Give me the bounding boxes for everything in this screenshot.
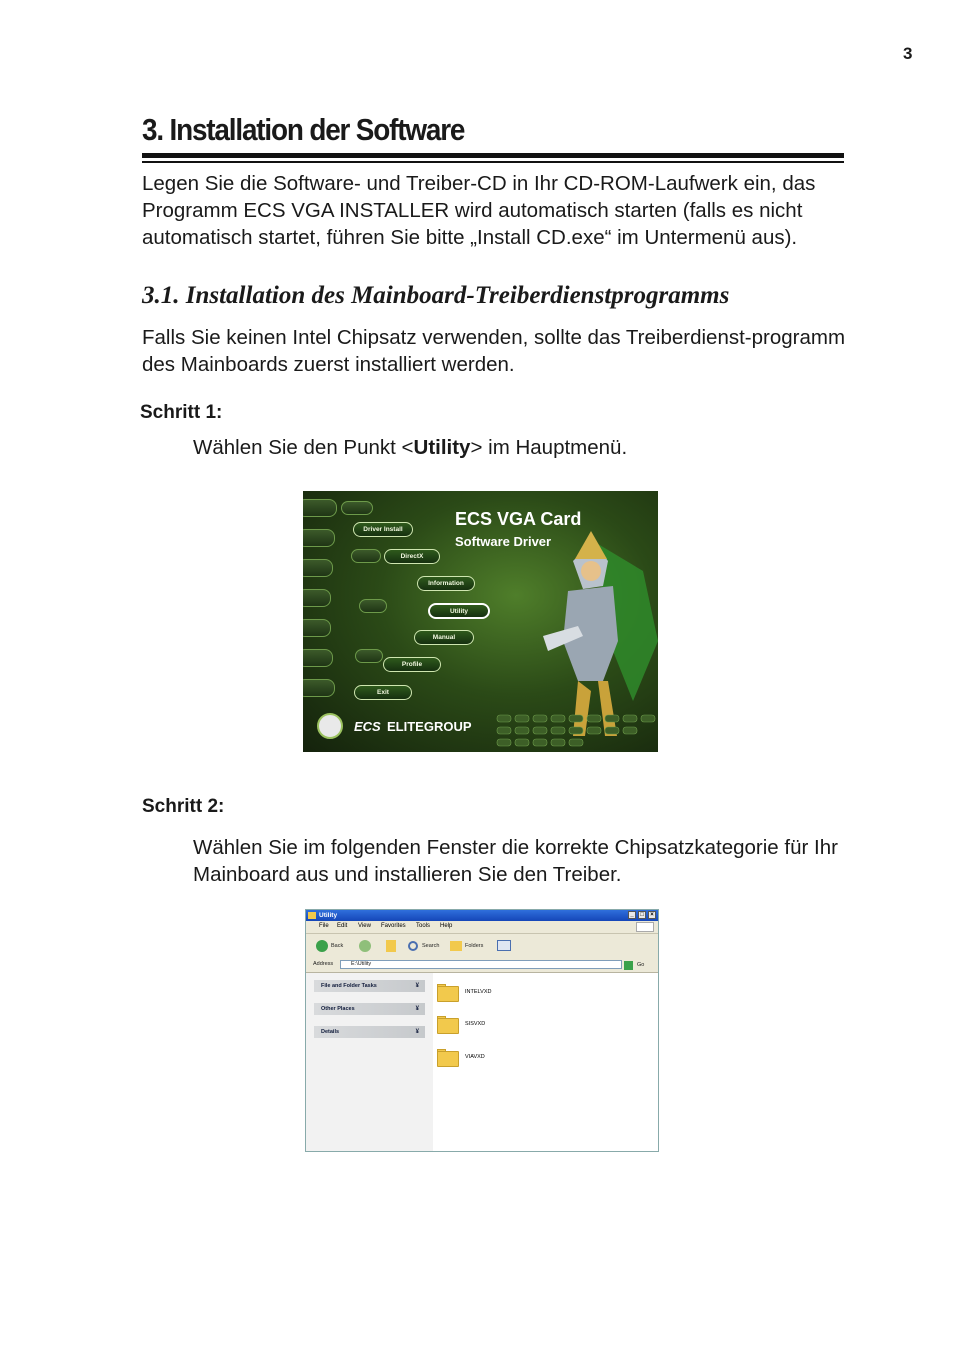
deco-pill [355, 649, 383, 663]
chevron-down-icon[interactable]: ¥ [415, 1006, 419, 1012]
folder-sisvxd[interactable]: SISVXD [465, 1021, 486, 1027]
chevron-down-icon[interactable]: ¥ [415, 1029, 419, 1035]
step2-text: Wählen Sie im folgenden Fenster die korrekte Chipsatzkategorie für Ihr Mainboard aus und installieren Sie den Treiber. [193, 836, 838, 886]
menu-edit[interactable]: Edit [337, 923, 348, 929]
address-bar [306, 958, 658, 973]
panel-file-folder-tasks[interactable] [314, 980, 425, 992]
search-icon[interactable] [408, 941, 418, 951]
minimize-button[interactable]: _ [628, 911, 636, 919]
installer-screenshot [303, 491, 658, 752]
toolbar [306, 934, 658, 959]
back-label[interactable]: Back [331, 943, 344, 949]
windows-logo-icon [636, 922, 654, 932]
step1-text [193, 436, 627, 460]
deco-pill [341, 501, 373, 515]
menu-tools[interactable]: Tools [416, 923, 431, 929]
menu-view[interactable]: View [358, 923, 371, 929]
section-paragraph: Falls Sie keinen Intel Chipsatz verwenden, sollte das Treiberdienst-programm des Mainboards zuerst installiert werden. [142, 326, 846, 376]
folders-icon[interactable] [450, 941, 462, 951]
deco-pill [303, 529, 335, 547]
deco-pill-rows [493, 713, 658, 749]
folder-intelvxd[interactable]: INTELVXD [465, 989, 492, 995]
panel-label: File and Folder Tasks [321, 983, 377, 989]
deco-pill [351, 549, 381, 563]
step1-text-after: > im Hauptmenü. [470, 436, 628, 459]
back-arrow-icon[interactable] [316, 940, 328, 952]
menu-utility[interactable]: Utility [428, 603, 490, 619]
deco-pill [303, 559, 333, 577]
menu-manual[interactable]: Manual [414, 630, 474, 645]
menu-favorites[interactable]: Favorites [381, 923, 406, 929]
menu-bar [306, 921, 658, 934]
title-rule-thin [142, 161, 844, 163]
panel-label: Other Places [321, 1006, 355, 1012]
elitegroup-brand: ELITEGROUP [387, 719, 472, 734]
installer-title: ECS VGA Card [455, 509, 582, 529]
folder-icon[interactable] [437, 984, 459, 1002]
menu-information[interactable]: Information [417, 576, 475, 591]
tasks-pane [306, 973, 433, 1151]
chevron-down-icon[interactable]: ¥ [415, 983, 419, 989]
explorer-window-screenshot [305, 909, 659, 1152]
panel-details[interactable] [314, 1026, 425, 1038]
deco-pill [359, 599, 387, 613]
deco-pill [303, 619, 331, 637]
window-titlebar [306, 910, 658, 921]
title-rule-thick [142, 153, 844, 158]
views-icon[interactable] [497, 940, 511, 951]
step1-text-before: Wählen Sie den Punkt < [193, 436, 414, 459]
forward-arrow-icon[interactable] [359, 940, 371, 952]
address-input[interactable]: E:\Utility [340, 960, 622, 969]
menu-help[interactable]: Help [440, 923, 453, 929]
folder-viavxd[interactable]: VIAVXD [465, 1054, 485, 1060]
folders-label[interactable]: Folders [465, 943, 484, 949]
step2-label: Schritt 2: [142, 796, 225, 817]
menu-profile[interactable]: Profile [383, 657, 441, 672]
window-title: Utility [319, 912, 338, 919]
menu-exit[interactable]: Exit [354, 685, 412, 700]
step1-label: Schritt 1: [140, 402, 223, 423]
folder-title-icon [308, 912, 316, 919]
address-label: Address [313, 961, 334, 967]
folder-icon[interactable] [437, 1016, 459, 1034]
intro-paragraph: Legen Sie die Software- und Treiber-CD in Ihr CD-ROM-Laufwerk ein, das Programm ECS VGA INSTALLER wird automatisch starten (falls es nicht automatisch startet, führen Sie bitte „Install CD.exe“ im Untermenü aus). [142, 172, 816, 249]
go-arrow-icon[interactable] [624, 961, 633, 970]
search-label[interactable]: Search [422, 943, 440, 949]
step1-text-bold: Utility [413, 436, 471, 459]
menu-directx[interactable]: DirectX [384, 549, 440, 564]
deco-pill [303, 499, 337, 517]
deco-pill [303, 679, 335, 697]
deco-pill [303, 589, 331, 607]
up-folder-icon[interactable] [386, 940, 396, 952]
maximize-button[interactable]: □ [638, 911, 646, 919]
installer-subtitle: Software Driver [455, 534, 552, 549]
nvidia-badge-icon [317, 713, 343, 739]
deco-pill [303, 649, 333, 667]
menu-file[interactable]: File [319, 923, 329, 929]
folder-icon[interactable] [437, 1049, 459, 1067]
close-button[interactable]: × [648, 911, 656, 919]
section-title: 3.1. Installation des Mainboard-Treiberdienstprogramms [142, 282, 730, 309]
menu-driver-install[interactable]: Driver Install [353, 522, 413, 537]
page-title: 3. Installation der Software [142, 112, 465, 147]
page-number: 3 [903, 44, 913, 63]
go-label[interactable]: Go [637, 962, 645, 968]
warrior-illustration [533, 531, 658, 743]
panel-other-places[interactable] [314, 1003, 425, 1015]
panel-label: Details [321, 1029, 340, 1035]
ecs-logo: ECS [354, 719, 381, 734]
